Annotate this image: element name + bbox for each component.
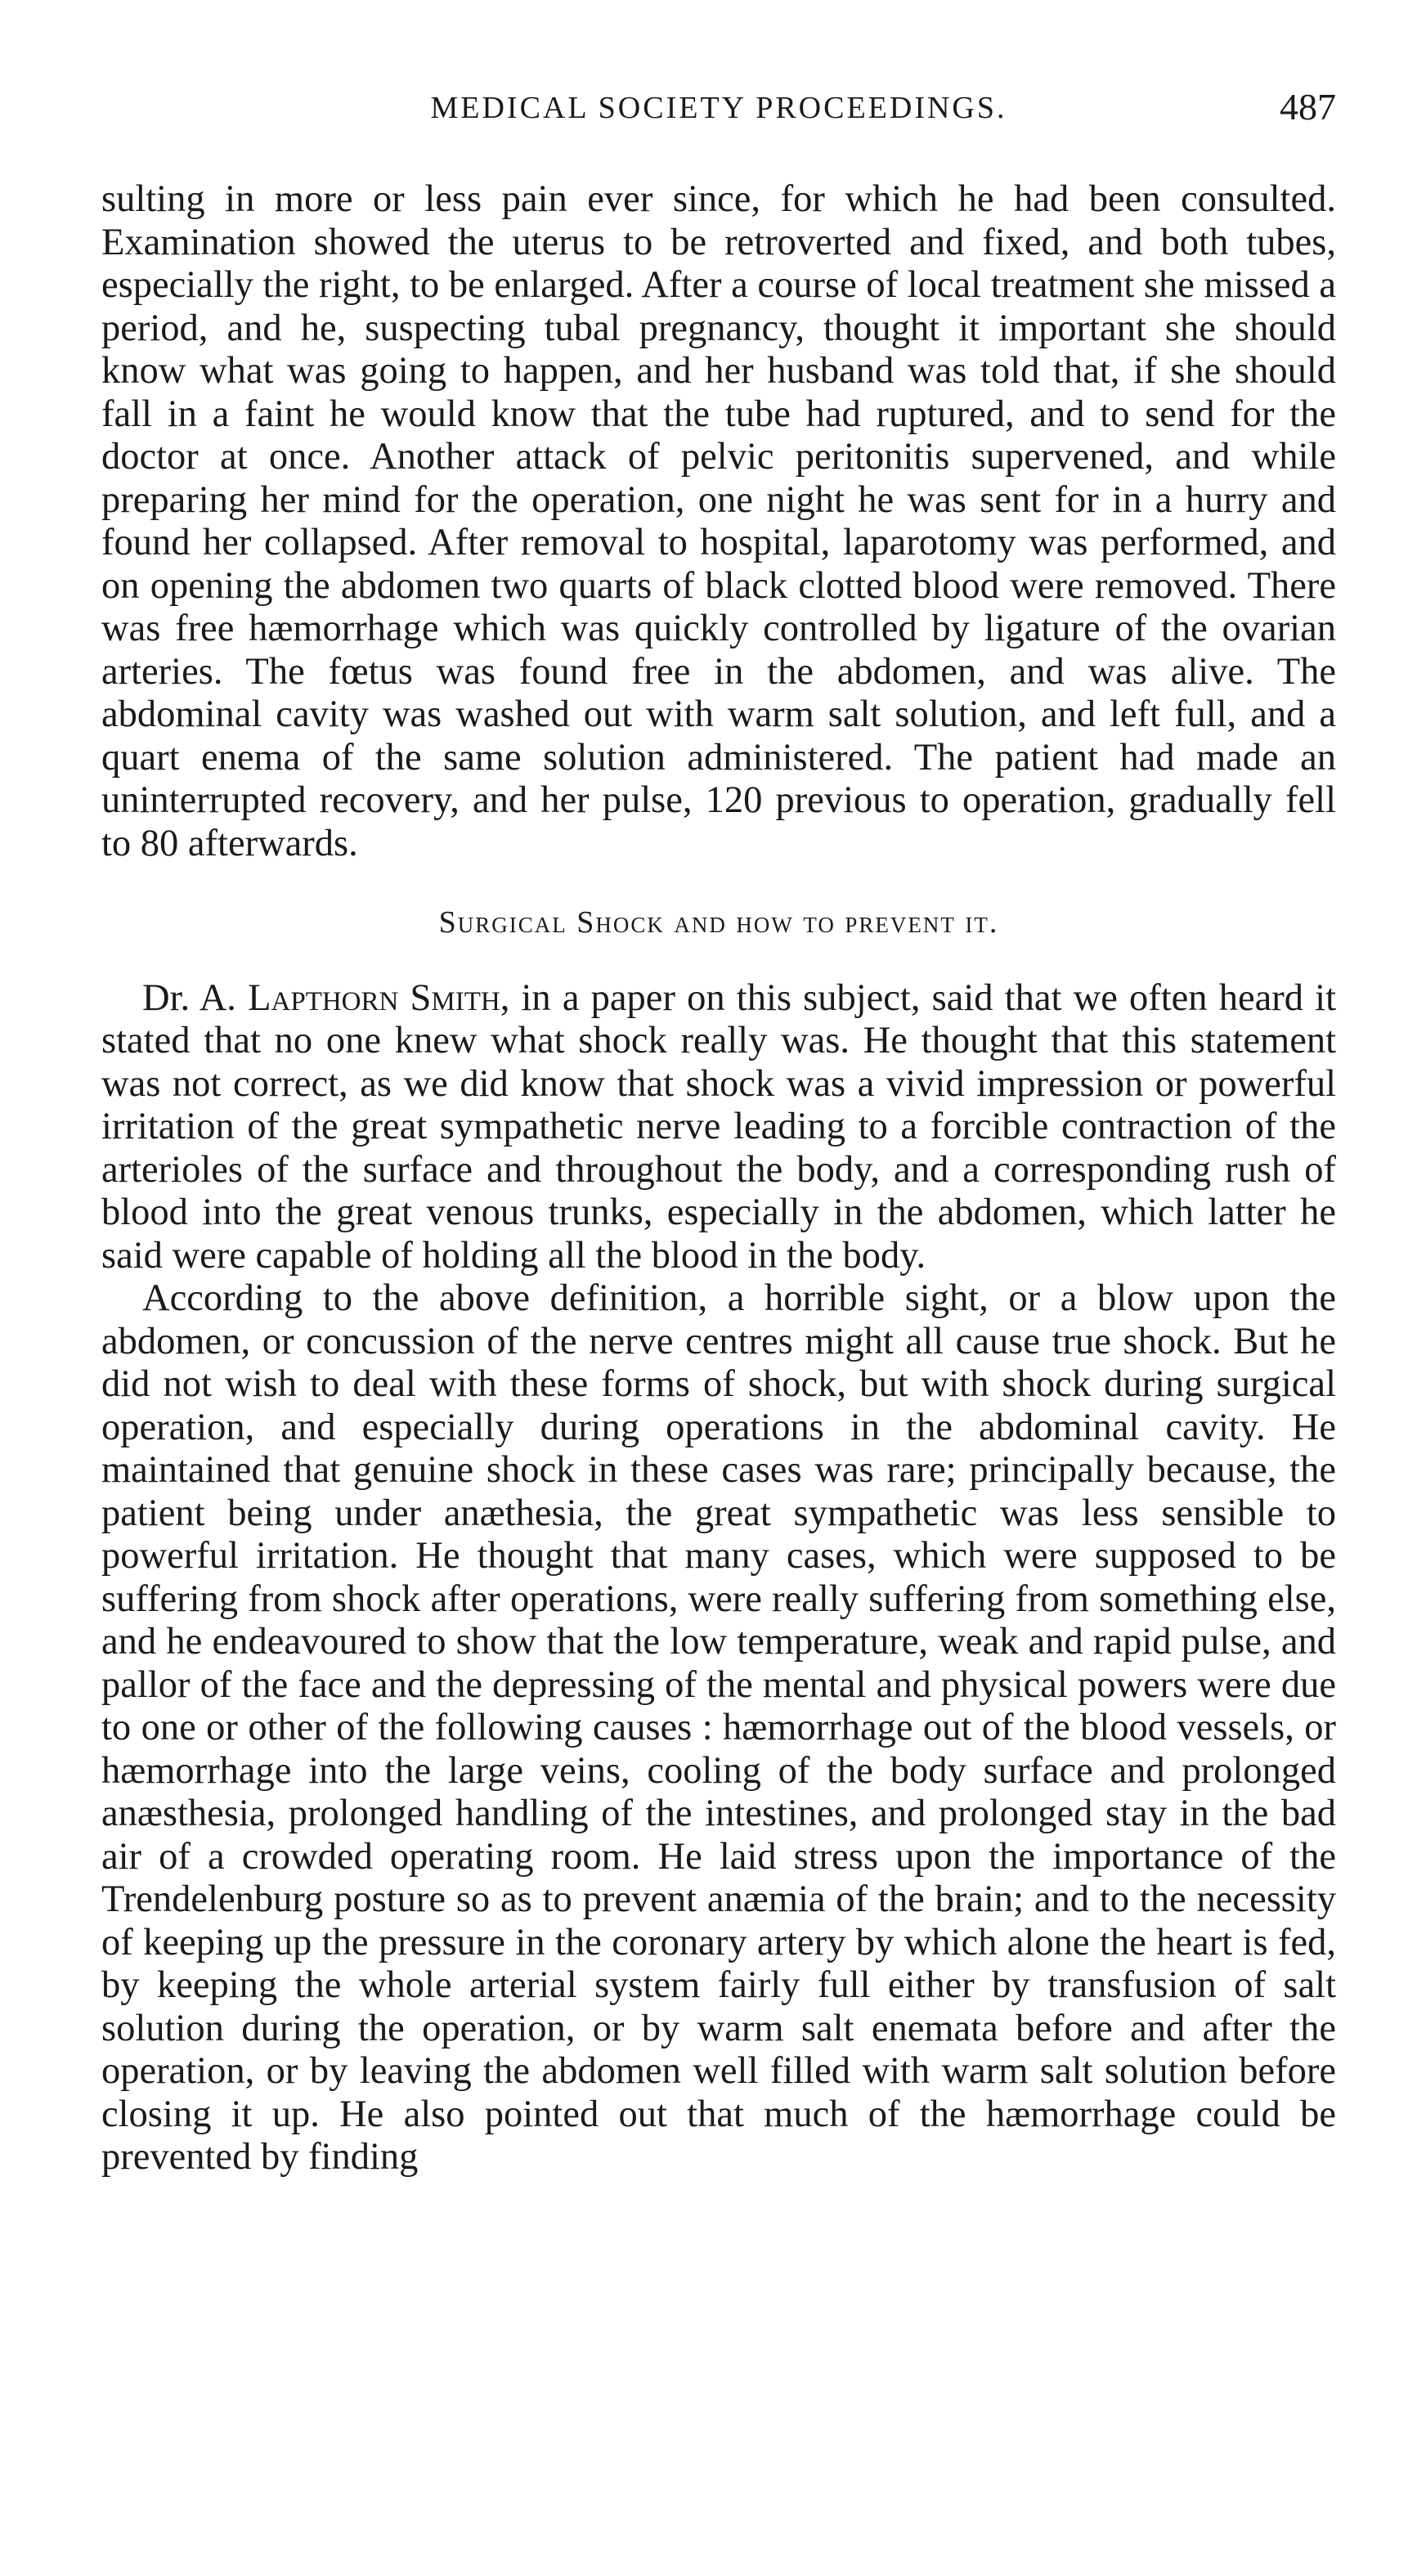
paragraph-shock-definition-text: , in a paper on this subject, said that we often heard it stated that no one knew what shock really was. He thought that this statement was not correct, as we did know that shock was a vivid impression or powerful irritation of the great sympathetic nerve leading to a forcible contraction of the arterioles of the surface and throughout the body, and a corresponding rush of blood into the great venous trunks, especially in the abdomen, which latter he said were capable of holding all the blood in the body. (101, 976, 1336, 1277)
section-heading: Surgical Shock and how to prevent it. (438, 905, 999, 940)
running-head (101, 82, 1336, 131)
paragraph-case-report: sulting in more or less pain ever since, for which he had been consulted. Examination showed the uterus to be retroverted and fixed, and both tubes, especially the right, to be enlarged. After a course of local treatment she missed a period, and he, suspecting tubal pregnancy, thought it important she should know what was going to happen, and her husband was told that, if she should fall in a faint he would know that the tube had ruptured, and to send for the doctor at once. Another attack of pelvic peritonitis supervened, and while preparing her mind for the operation, one night he was sent for in a hurry and found her collapsed. After removal to hospital, laparotomy was performed, and on opening the abdomen two quarts of black clotted blood were removed. There was free hæmorrhage which was quickly controlled by ligature of the ovarian arteries. The fœtus was found free in the abdomen, and was alive. The abdominal cavity was washed out with warm salt solution, and left full, and a quart enema of the same solution administered. The patient had made an uninterrupted recovery, and her pulse, 120 previous to operation, gradually fell to 80 afterwards. (101, 178, 1336, 864)
page-number: 487 (1280, 86, 1336, 128)
book-page (101, 82, 1336, 2179)
paragraph-shock-definition (101, 977, 1336, 1278)
author-prefix: Dr. A. (142, 976, 249, 1019)
running-title: MEDICAL SOCIETY PROCEEDINGS. (430, 91, 1007, 125)
author-name: Lapthorn Smith (248, 976, 500, 1019)
paragraph-shock-causes: According to the above definition, a horrible sight, or a blow upon the abdomen, or concussion of the nerve centres might all cause true shock. But he did not wish to deal with these forms of shock, but with shock during surgical operation, and especially during operations in the abdominal cavity. He maintained that genuine shock in these cases was rare; principally because, the patient being under anæthesia, the great sympathetic was less sensible to powerful irritation. He thought that many cases, which were supposed to be suffering from shock after operations, were really suffering from something else, and he endeavoured to show that the low temperature, weak and rapid pulse, and pallor of the face and the depressing of the mental and physical powers were due to one or other of the following causes : hæmorrhage out of the blood vessels, or hæmorrhage into the large veins, cooling of the body surface and prolonged anæsthesia, prolonged handling of the intestines, and prolonged stay in the bad air of a crowded operating room. He laid stress upon the importance of the Trendelenburg posture so as to prevent anæmia of the brain; and to the necessity of keeping up the pressure in the coronary artery by which alone the heart is fed, by keeping the whole arterial system fairly full either by transfusion of salt solution during the operation, or by warm salt enemata before and after the operation, or by leaving the abdomen well filled with warm salt solution before closing it up. He also pointed out that much of the hæmorrhage could be prevented by finding (101, 1277, 1336, 2178)
body-text (101, 178, 1336, 2179)
